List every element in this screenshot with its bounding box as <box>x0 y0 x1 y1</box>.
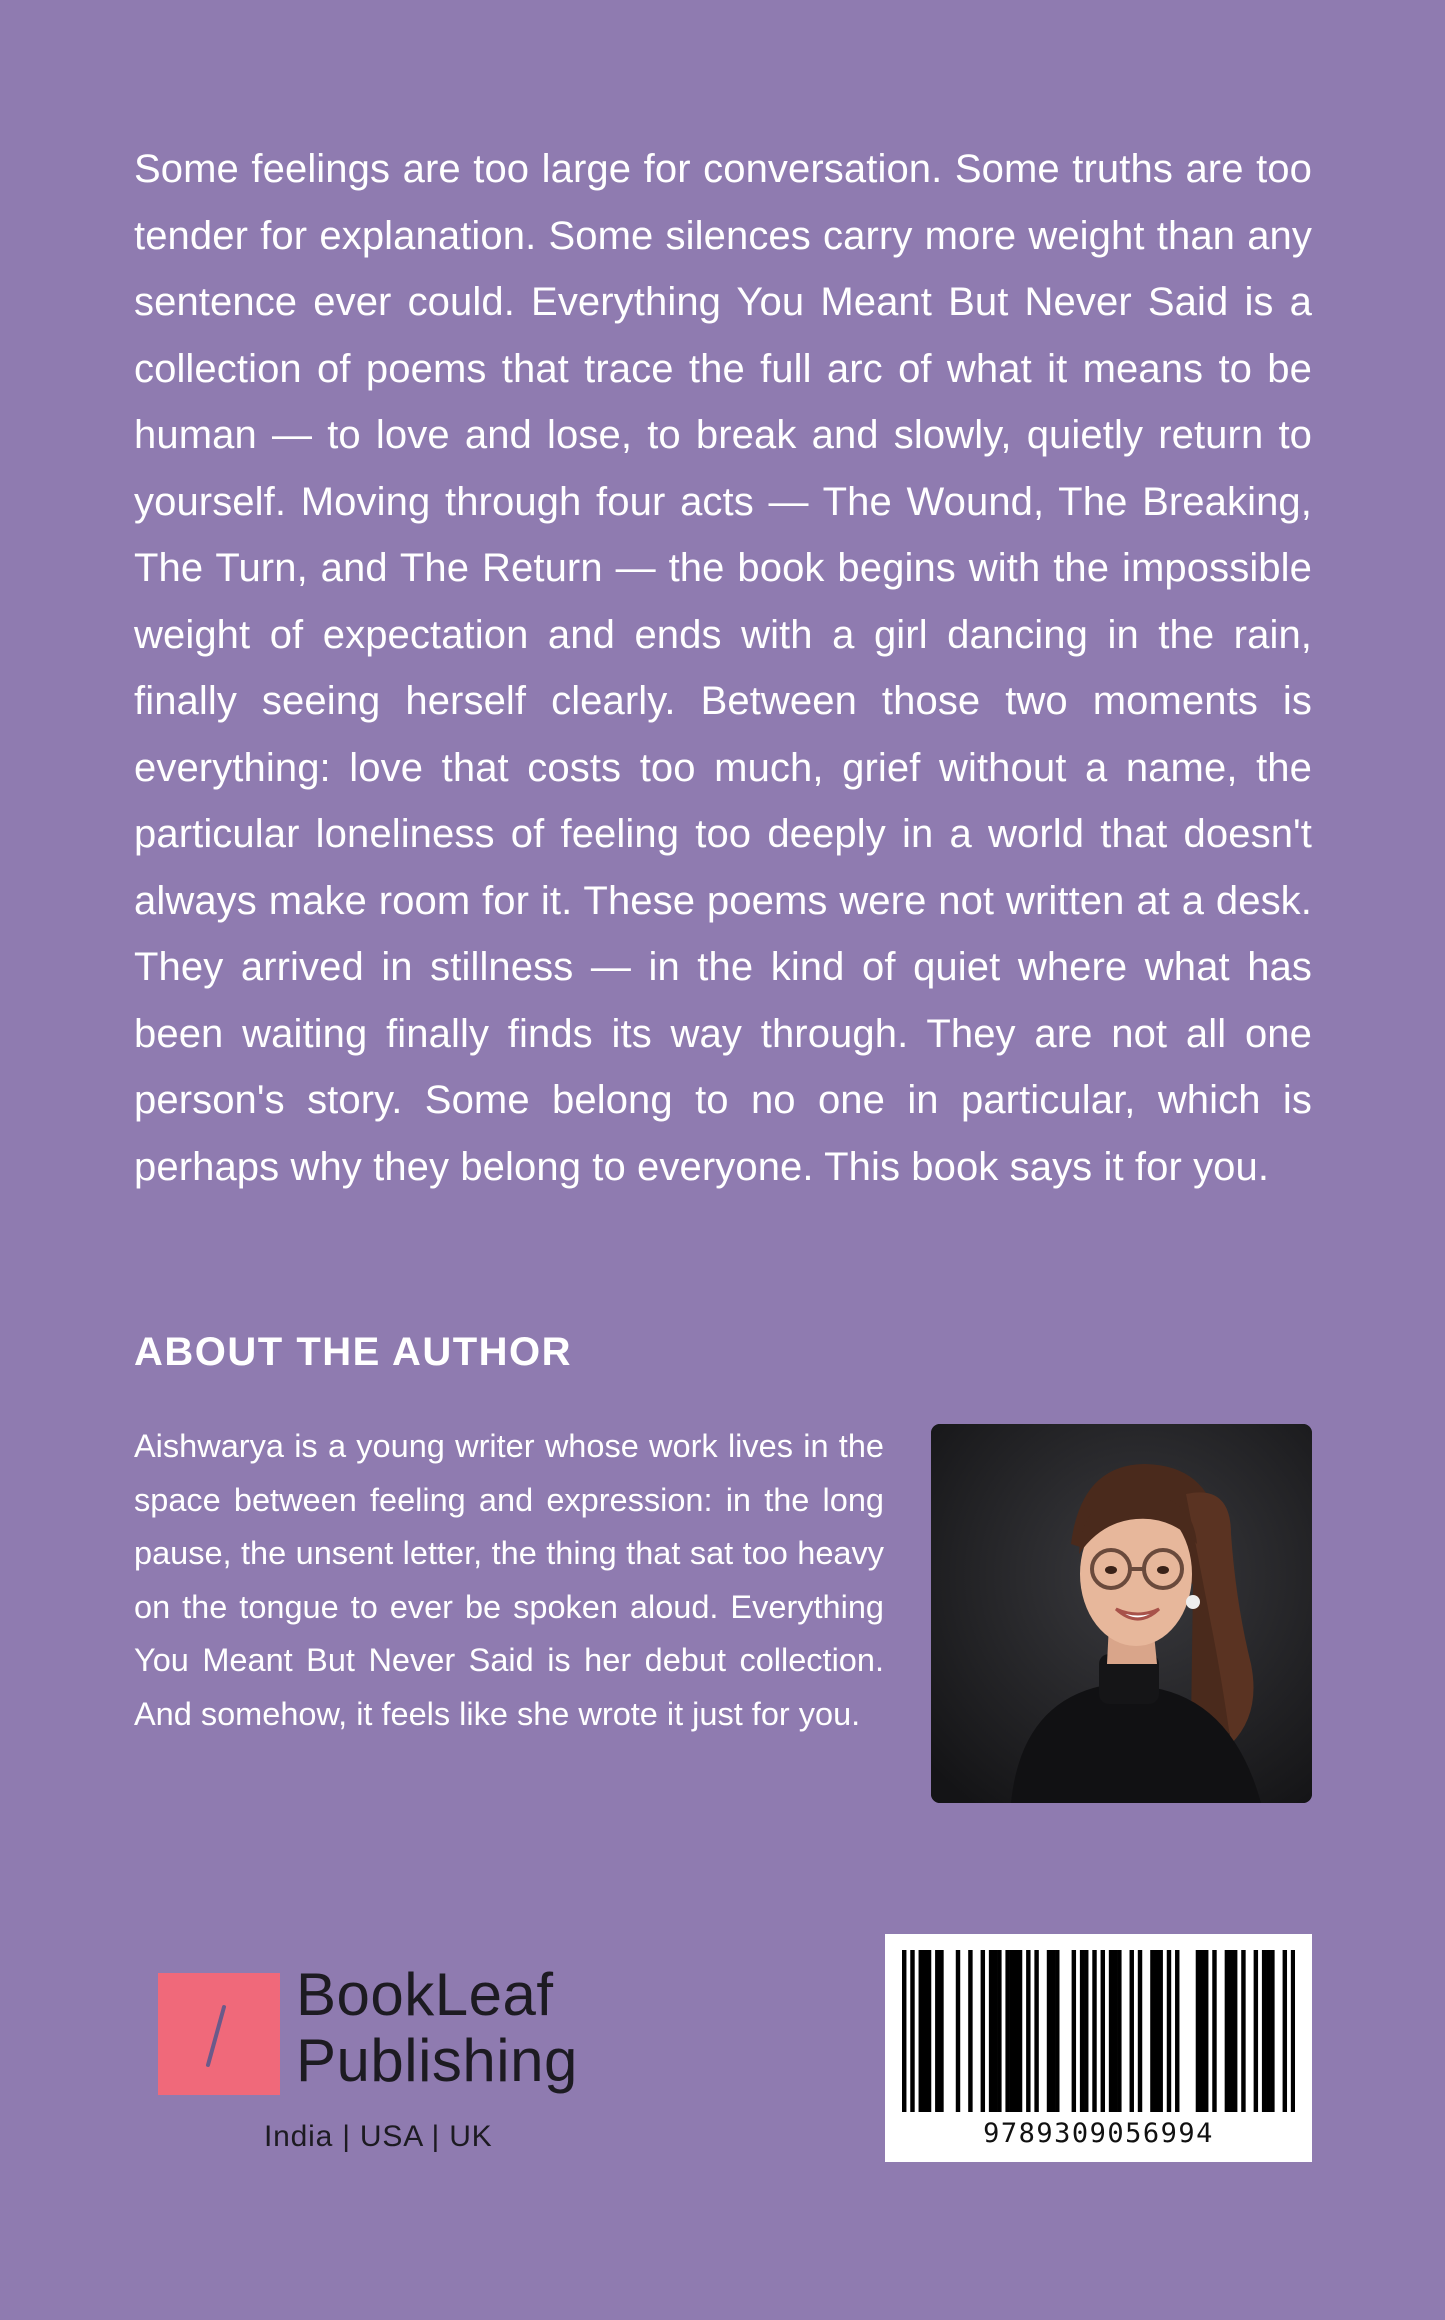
barcode-bar <box>1241 1950 1245 2112</box>
barcode-bar <box>1101 1950 1105 2112</box>
about-the-author-heading: ABOUT THE AUTHOR <box>134 1330 573 1374</box>
barcode-bar <box>1150 1950 1154 2112</box>
barcode-bar <box>1109 1950 1113 2112</box>
barcode-bar <box>1072 1950 1076 2112</box>
barcode-bars <box>902 1950 1295 2112</box>
barcode-bar <box>910 1950 914 2112</box>
author-photo <box>931 1424 1312 1803</box>
barcode-bar <box>993 1950 997 2112</box>
barcode-bar <box>1262 1950 1266 2112</box>
barcode-bar <box>1010 1950 1014 2112</box>
barcode-bar <box>1055 1950 1059 2112</box>
barcode-bar <box>902 1950 906 2112</box>
barcode-bar <box>1212 1950 1216 2112</box>
isbn-barcode <box>885 1934 1312 2162</box>
isbn-number: 9789309056994 <box>983 2118 1214 2149</box>
barcode-bar <box>1026 1950 1030 2112</box>
barcode-bar <box>968 1950 972 2112</box>
barcode-bar <box>1047 1950 1051 2112</box>
barcode-bar <box>1018 1950 1022 2112</box>
barcode-bar <box>1204 1950 1208 2112</box>
barcode-bar <box>1130 1950 1134 2112</box>
barcode-bar <box>1154 1950 1158 2112</box>
barcode-bar <box>927 1950 931 2112</box>
barcode-bar <box>1254 1950 1258 2112</box>
barcode-bar <box>1225 1950 1229 2112</box>
barcode-bar <box>939 1950 943 2112</box>
barcode-bar <box>919 1950 923 2112</box>
barcode-bar <box>1138 1950 1142 2112</box>
publisher-name <box>296 1962 578 2094</box>
barcode-bar <box>1051 1950 1055 2112</box>
barcode-bar <box>1014 1950 1018 2112</box>
barcode-bar <box>1117 1950 1121 2112</box>
barcode-bar <box>935 1950 939 2112</box>
barcode-bar <box>1175 1950 1179 2112</box>
barcode-bar <box>1167 1950 1171 2112</box>
barcode-bar <box>1196 1950 1200 2112</box>
barcode-bar <box>1113 1950 1117 2112</box>
barcode-bar <box>1233 1950 1237 2112</box>
barcode-bar <box>1270 1950 1274 2112</box>
leaf-slash-icon <box>158 1973 280 2095</box>
barcode-bar <box>1200 1950 1204 2112</box>
barcode-bar <box>989 1950 993 2112</box>
barcode-bar <box>997 1950 1001 2112</box>
publisher-regions: India | USA | UK <box>264 2120 493 2153</box>
barcode-bar <box>1080 1950 1084 2112</box>
barcode-bar <box>1291 1950 1295 2112</box>
barcode-bar <box>1005 1950 1009 2112</box>
back-cover-blurb: Some feelings are too large for conversation. Some truths are too tender for explanation. Some silences carry more weight than any sentence ever could. Everything You Meant But Never Said is a collection of poems that trace the full arc of what it means to be human — to love and lose, to break and slowly, quietly return to yourself. Moving through four acts — The Wound, The Breaking, The Turn, and The Return — the book begins with the impossible weight of expectation and ends with a girl dancing in the rain, finally seeing herself clearly. Between those two moments is everything: love that costs too much, grief without a name, the particular loneliness of feeling too deeply in a world that doesn't always make room for it. These poems were not written at a desk. They arrived in stillness — in the kind of quiet where what has been waiting finally finds its way through. They are not all one person's story. Some belong to no one in particular, which is perhaps why they belong to everyone. This book says it for you. <box>134 147 1312 1189</box>
barcode-bar <box>1084 1950 1088 2112</box>
barcode-bar <box>956 1950 960 2112</box>
barcode-bar <box>1283 1950 1287 2112</box>
barcode-bar <box>1158 1950 1162 2112</box>
barcode-bar <box>1229 1950 1233 2112</box>
barcode-bar <box>981 1950 985 2112</box>
publisher-logo <box>158 1961 618 2168</box>
barcode-bar <box>1266 1950 1270 2112</box>
barcode-bar <box>1092 1950 1096 2112</box>
barcode-bar <box>1034 1950 1038 2112</box>
author-bio: Aishwarya is a young writer whose work lives in the space between feeling and expression: in the long pause, the unsent letter, the thing that sat too heavy on the tongue to ever be spoken aloud. Everything You Meant But Never Said is her debut collection. And somehow, it feels like she wrote it just for you. <box>134 1428 884 1732</box>
publisher-name-line1: BookLeaf <box>296 1961 554 2028</box>
barcode-bar <box>923 1950 927 2112</box>
publisher-name-line2: Publishing <box>296 2027 578 2094</box>
